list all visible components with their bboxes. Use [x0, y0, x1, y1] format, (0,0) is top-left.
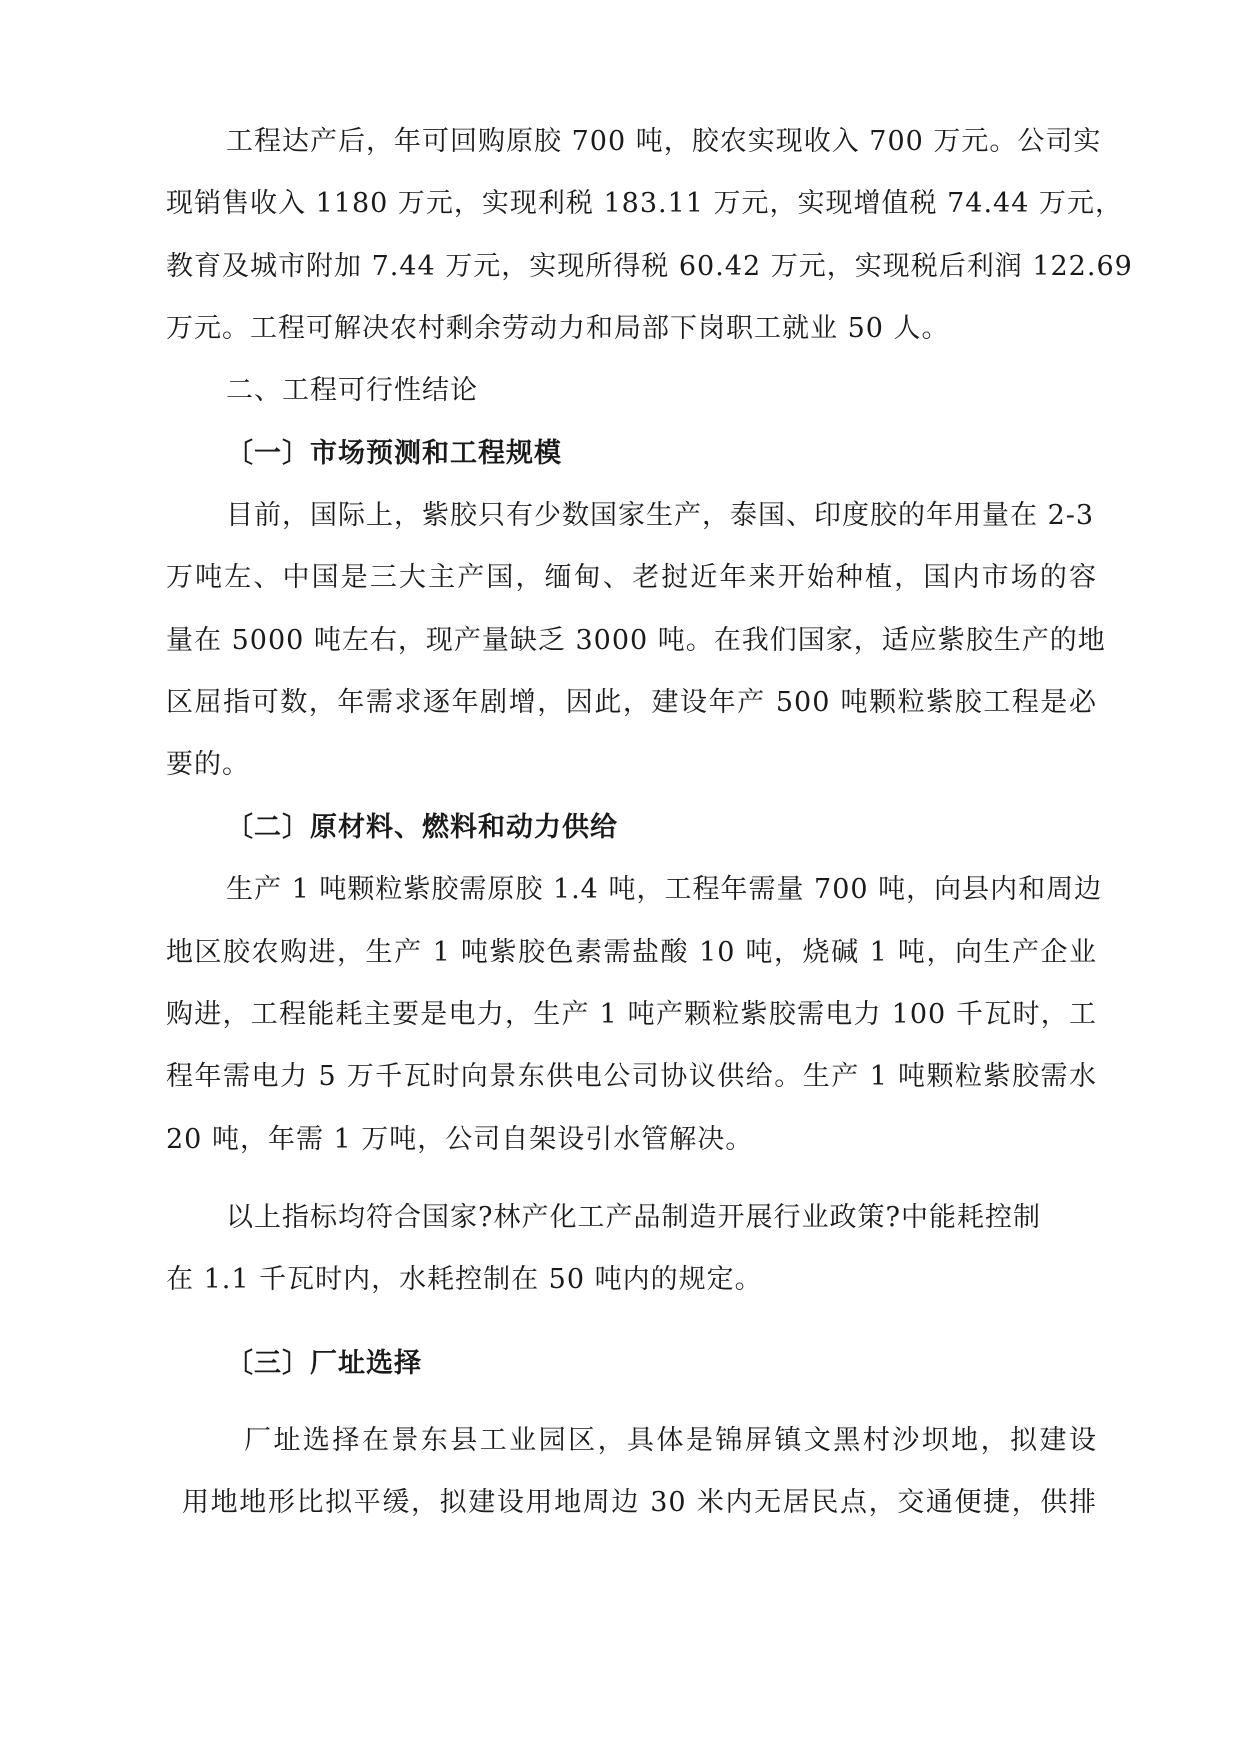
- paragraph-line: 在 1.1 千瓦时内，水耗控制在 50 吨内的规定。: [166, 1264, 763, 1295]
- subsection-heading: 〔二〕原材料、燃料和动力供给: [226, 812, 618, 843]
- paragraph-line: 万吨左、中国是三大主产国，缅甸、老挝近年来开始种植，国内市场的容: [166, 562, 1097, 593]
- paragraph-line: 厂址选择在景东县工业园区，具体是锦屏镇文黑村沙坝地，拟建设: [244, 1425, 1097, 1456]
- subsection-heading: 〔三〕厂址选择: [226, 1348, 422, 1379]
- paragraph-line: 量在 5000 吨左右，现产量缺乏 3000 吨。在我们国家，适应紫胶生产的地: [166, 625, 1106, 656]
- paragraph-line: 教育及城市附加 7.44 万元，实现所得税 60.42 万元，实现税后利润 122.69: [166, 251, 1133, 282]
- paragraph-line: 用地地形比拟平缓，拟建设用地周边 30 米内无居民点，交通便捷，供排: [182, 1487, 1097, 1518]
- section-title: 二、工程可行性结论: [226, 375, 478, 406]
- paragraph-line: 万元。工程可解决农村剩余劳动力和局部下岗职工就业 50 人。: [166, 313, 950, 344]
- paragraph-line: 地区胶农购进，生产 1 吨紫胶色素需盐酸 10 吨，烧碱 1 吨，向生产企业: [166, 937, 1097, 968]
- paragraph-line: 程年需电力 5 万千瓦时向景东供电公司协议供给。生产 1 吨颗粒紫胶需水: [166, 1061, 1097, 1092]
- paragraph-line: 工程达产后，年可回购原胶 700 吨，胶农实现收入 700 万元。公司实: [226, 126, 1102, 157]
- subsection-heading: 〔一〕市场预测和工程规模: [226, 438, 562, 469]
- paragraph-line: 现销售收入 1180 万元，实现利税 183.11 万元，实现增值税 74.44 万元，: [166, 188, 1123, 219]
- paragraph-line: 区屈指可数，年需求逐年剧增，因此，建设年产 500 吨颗粒紫胶工程是必: [166, 687, 1097, 718]
- paragraph-line: 购进，工程能耗主要是电力，生产 1 吨产颗粒紫胶需电力 100 千瓦时，工: [166, 999, 1097, 1030]
- paragraph-line: 生产 1 吨颗粒紫胶需原胶 1.4 吨，工程年需量 700 吨，向县内和周边: [226, 874, 1103, 905]
- paragraph-line: 以上指标均符合国家?林产化工产品制造开展行业政策?中能耗控制: [226, 1202, 1041, 1233]
- paragraph-line: 20 吨，年需 1 万吨，公司自架设引水管解决。: [166, 1124, 754, 1155]
- paragraph-line: 要的。: [166, 749, 250, 780]
- paragraph-line: 目前，国际上，紫胶只有少数国家生产，泰国、印度胶的年用量在 2-3: [226, 500, 1095, 531]
